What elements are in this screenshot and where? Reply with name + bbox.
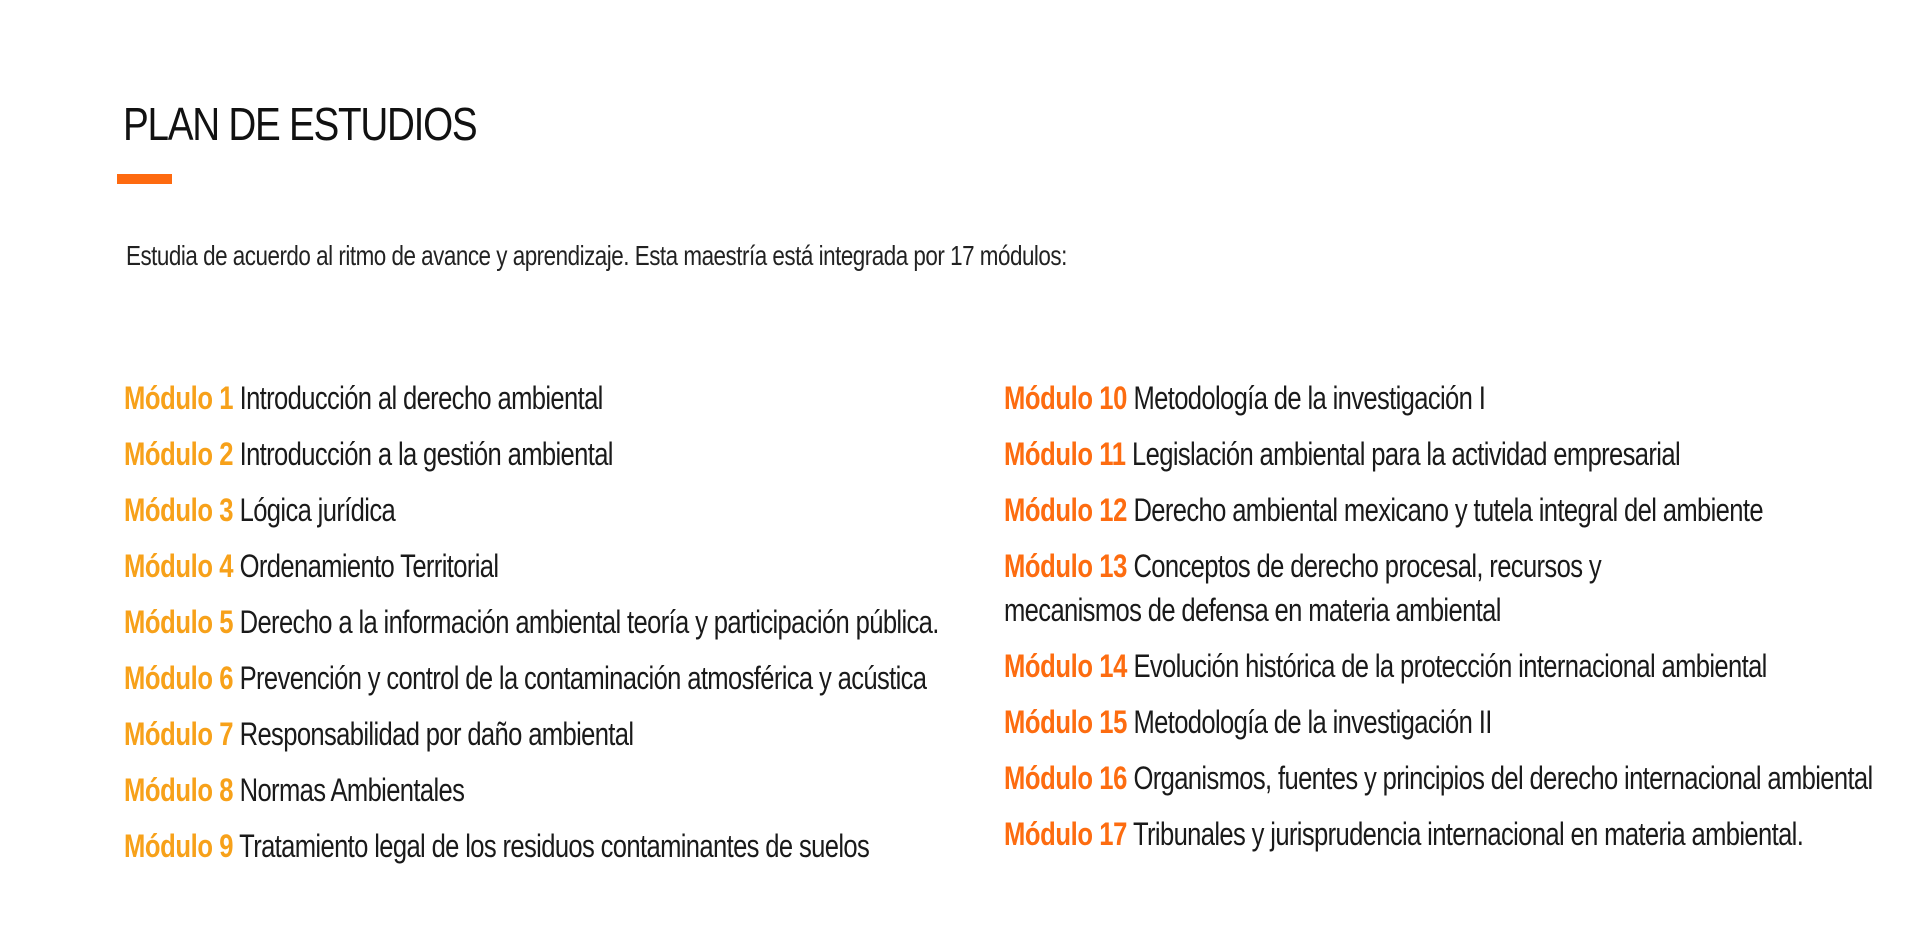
module-label: Módulo 5 [124, 604, 234, 640]
module-name: Legislación ambiental para la actividad empresarial [1132, 436, 1680, 472]
module-label: Módulo 14 [1004, 648, 1127, 684]
module-item-11 [1004, 432, 1724, 476]
module-label: Módulo 7 [124, 716, 234, 752]
modules-list-right [1004, 376, 1904, 868]
module-item-8 [124, 768, 812, 812]
module-label: Módulo 12 [1004, 492, 1127, 528]
module-item-12 [1004, 488, 1763, 532]
module-name: Conceptos de derecho procesal, recursos y mecanismos de defensa en materia ambiental [1004, 548, 1601, 628]
module-item-3 [124, 488, 812, 532]
module-item-16 [1004, 756, 1873, 800]
module-item-4 [124, 544, 812, 588]
module-name: Derecho a la información ambiental teoría y participación pública. [239, 604, 939, 640]
module-name: Ordenamiento Territorial [239, 548, 499, 584]
module-label: Módulo 6 [124, 660, 234, 696]
module-label: Módulo 15 [1004, 704, 1127, 740]
module-item-15 [1004, 700, 1724, 744]
module-label: Módulo 17 [1004, 816, 1127, 852]
module-label: Módulo 11 [1004, 436, 1126, 472]
module-name: Responsabilidad por daño ambiental [239, 716, 634, 752]
module-label: Módulo 2 [124, 436, 234, 472]
module-name: Normas Ambientales [239, 772, 465, 808]
module-item-9 [124, 824, 870, 868]
module-name: Organismos, fuentes y principios del derecho internacional ambiental [1133, 760, 1873, 796]
module-name: Metodología de la investigación I [1133, 380, 1486, 416]
module-item-1 [124, 376, 812, 420]
module-name: Tribunales y jurisprudencia internacional en materia ambiental. [1132, 816, 1804, 852]
module-label: Módulo 1 [124, 380, 234, 416]
modules-list-left [124, 376, 984, 880]
module-label: Módulo 4 [124, 548, 234, 584]
module-label: Módulo 8 [124, 772, 234, 808]
module-name: Introducción a la gestión ambiental [239, 436, 613, 472]
module-item-6 [124, 656, 927, 700]
module-label: Módulo 16 [1004, 760, 1127, 796]
module-label: Módulo 9 [124, 828, 234, 864]
module-item-5 [124, 600, 939, 644]
module-item-14 [1004, 644, 1767, 688]
module-name: Metodología de la investigación II [1133, 704, 1492, 740]
module-item-2 [124, 432, 812, 476]
module-item-13 [1004, 544, 1644, 632]
module-name: Introducción al derecho ambiental [239, 380, 603, 416]
module-name: Derecho ambiental mexicano y tutela integral del ambiente [1133, 492, 1763, 528]
module-label: Módulo 13 [1004, 548, 1127, 584]
module-label: Módulo 10 [1004, 380, 1127, 416]
module-item-7 [124, 712, 812, 756]
module-name: Evolución histórica de la protección internacional ambiental [1133, 648, 1767, 684]
module-item-17 [1004, 812, 1804, 856]
page-title: PLAN DE ESTUDIOS [123, 98, 477, 150]
module-label: Módulo 3 [124, 492, 234, 528]
module-item-10 [1004, 376, 1724, 420]
module-name: Prevención y control de la contaminación atmosférica y acústica [239, 660, 927, 696]
module-name: Tratamiento legal de los residuos contaminantes de suelos [239, 828, 870, 864]
module-name: Lógica jurídica [239, 492, 396, 528]
intro-text: Estudia de acuerdo al ritmo de avance y aprendizaje. Esta maestría está integrada por 17 módulos: [126, 240, 1067, 271]
title-underline [117, 174, 172, 184]
